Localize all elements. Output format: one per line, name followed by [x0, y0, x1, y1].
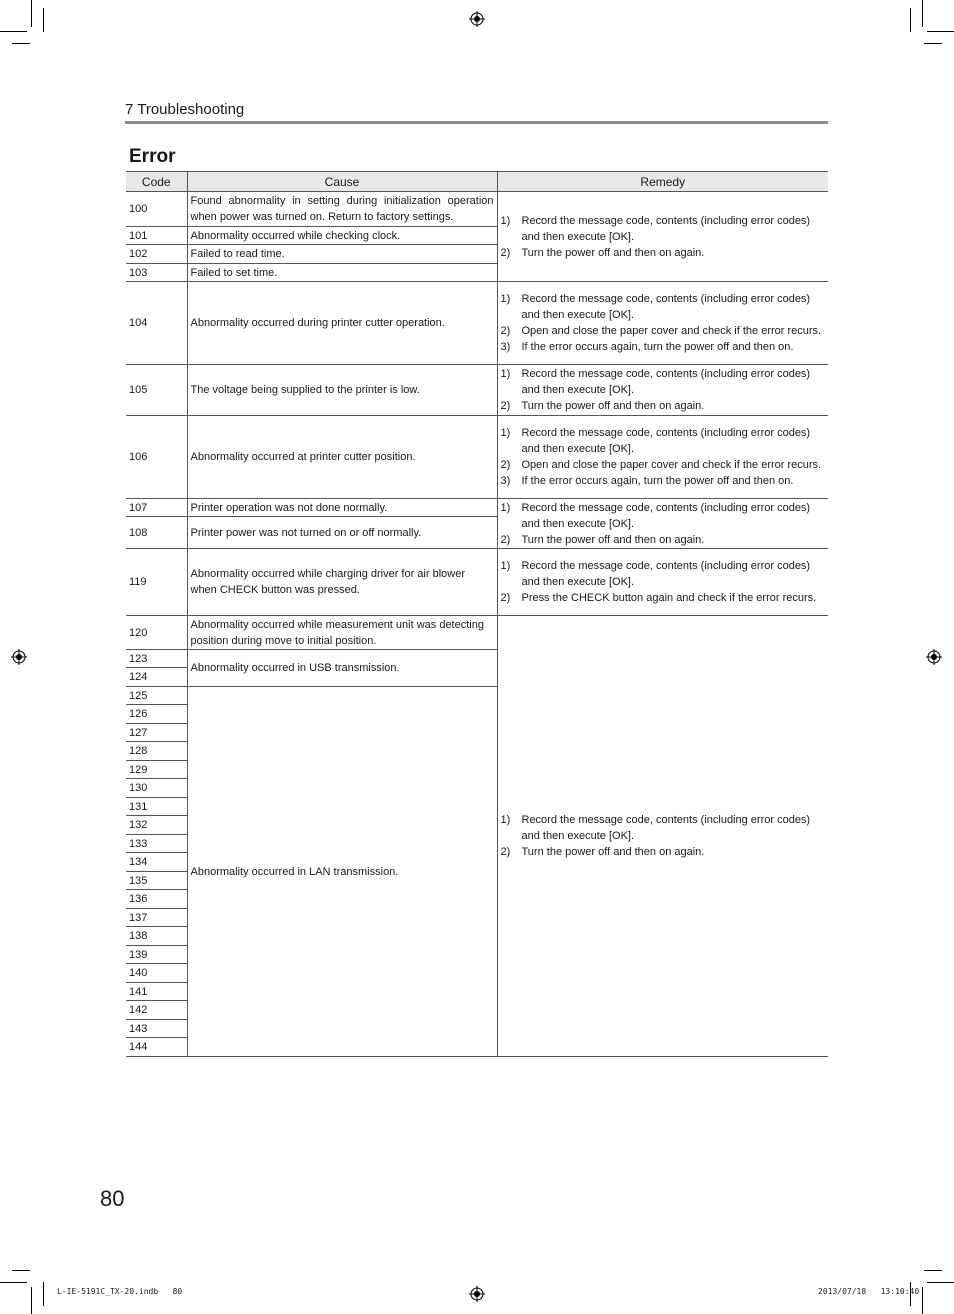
error-remedy: [497, 365, 828, 416]
error-cause: Abnormality occurred in USB transmission.: [187, 650, 497, 687]
table-row: [126, 282, 828, 365]
error-code: 101: [126, 227, 187, 245]
error-code: 144: [126, 1038, 187, 1057]
error-code: 125: [126, 687, 187, 705]
table-row: [126, 192, 828, 227]
error-code: 105: [126, 365, 187, 416]
error-code: 135: [126, 872, 187, 890]
error-code: 119: [126, 549, 187, 616]
crop-mark: [31, 1287, 32, 1314]
crop-mark: [924, 1270, 942, 1271]
error-code: 108: [126, 517, 187, 549]
remedy-step: 2) Open and close the paper cover and check if the error recurs.: [500, 459, 822, 471]
error-remedy: [497, 499, 828, 549]
error-cause: Printer power was not turned on or off normally.: [187, 517, 497, 549]
error-code: 124: [126, 668, 187, 687]
table-row: [126, 616, 828, 650]
registration-mark-icon: [11, 649, 27, 665]
error-cause: The voltage being supplied to the printer is low.: [187, 365, 497, 416]
error-code: 139: [126, 946, 187, 964]
remedy-step: 1) Record the message code, contents (including error codes) and then execute [OK].: [500, 501, 811, 530]
error-cause: Abnormality occurred while measurement unit was detecting position during move to initial position.: [187, 616, 497, 650]
registration-mark-icon: [469, 1286, 485, 1302]
error-code: 143: [126, 1020, 187, 1038]
error-remedy: [497, 282, 828, 365]
error-code: 132: [126, 816, 187, 835]
table-header-row: [126, 172, 828, 192]
crop-mark: [12, 43, 30, 44]
registration-mark-icon: [926, 649, 942, 665]
table-row: [126, 416, 828, 499]
error-code: 129: [126, 761, 187, 779]
error-code: 136: [126, 890, 187, 909]
crop-mark: [922, 0, 923, 27]
error-code: 134: [126, 853, 187, 872]
registration-mark-icon: [469, 11, 485, 27]
print-slug-file: L-IE-5191C_TX-20.indb 80: [57, 1287, 183, 1296]
crop-mark: [0, 1282, 27, 1283]
remedy-step: 2) Turn the power off and then on again.: [500, 533, 705, 546]
crop-mark: [927, 31, 954, 32]
error-cause: Printer operation was not done normally.: [187, 499, 497, 517]
error-code: 127: [126, 724, 187, 742]
error-code: 131: [126, 798, 187, 816]
error-code: 140: [126, 964, 187, 983]
crop-mark: [910, 8, 911, 32]
crop-mark: [43, 8, 44, 32]
crop-mark: [0, 31, 27, 32]
page-number: 80: [100, 1186, 125, 1211]
error-code: 133: [126, 835, 187, 853]
remedy-step: 2) Turn the power off and then on again.: [500, 246, 705, 259]
remedy-step: 1) Record the message code, contents (including error codes) and then execute [OK].: [500, 814, 811, 842]
remedy-step: 1) Record the message code, contents (including error codes) and then execute [OK].: [500, 214, 811, 243]
column-header-code: Code: [126, 172, 187, 192]
section-rule: [125, 121, 828, 124]
crop-mark: [12, 1270, 30, 1271]
error-code: 123: [126, 650, 187, 668]
column-header-remedy: Remedy: [497, 172, 828, 192]
error-remedy: [497, 192, 828, 282]
column-header-cause: Cause: [187, 172, 497, 192]
error-code: 102: [126, 245, 187, 264]
remedy-step: 3) If the error occurs again, turn the power off and then on.: [500, 341, 794, 353]
error-code: 141: [126, 983, 187, 1001]
remedy-step: 1) Record the message code, contents (including error codes) and then execute [OK].: [500, 293, 811, 321]
error-code: 130: [126, 779, 187, 798]
error-remedy: [497, 416, 828, 499]
crop-mark: [43, 1282, 44, 1306]
error-code: 137: [126, 909, 187, 927]
page-heading: Error: [129, 146, 176, 167]
table-row: [126, 499, 828, 517]
error-cause: Failed to read time.: [187, 245, 497, 264]
error-remedy: [497, 616, 828, 1057]
crop-mark: [922, 1287, 923, 1314]
error-cause: Failed to set time.: [187, 264, 497, 282]
error-code: 128: [126, 742, 187, 761]
table-row: [126, 365, 828, 416]
remedy-step: 1) Record the message code, contents (including error codes) and then execute [OK].: [500, 560, 811, 588]
error-cause: Abnormality occurred at printer cutter position.: [187, 416, 497, 499]
remedy-step: 2) Press the CHECK button again and check if the error recurs.: [500, 592, 817, 604]
error-cause: Abnormality occurred in LAN transmission.: [187, 687, 497, 1057]
remedy-step: 2) Open and close the paper cover and check if the error recurs.: [500, 325, 822, 337]
remedy-step: 1) Record the message code, contents (including error codes) and then execute [OK].: [500, 427, 811, 455]
error-remedy: [497, 549, 828, 616]
error-code: 138: [126, 927, 187, 946]
error-cause: Abnormality occurred while charging driver for air blower when CHECK button was pressed.: [187, 549, 497, 616]
crop-mark: [31, 0, 32, 27]
error-code: 103: [126, 264, 187, 282]
remedy-step: 3) If the error occurs again, turn the power off and then on.: [500, 475, 794, 487]
error-code: 106: [126, 416, 187, 499]
remedy-step: 2) Turn the power off and then on again.: [500, 400, 705, 412]
error-code: 126: [126, 705, 187, 724]
error-cause: Abnormality occurred while checking clock.: [187, 227, 497, 245]
remedy-step: 2) Turn the power off and then on again.: [500, 846, 705, 858]
error-code: 107: [126, 499, 187, 517]
crop-mark: [927, 1282, 954, 1283]
error-cause: Abnormality occurred during printer cutter operation.: [187, 282, 497, 365]
error-table: [126, 171, 828, 1057]
print-slug-date: 2013/07/18 13:10:40: [818, 1287, 920, 1296]
error-code: 142: [126, 1001, 187, 1020]
remedy-step: 1) Record the message code, contents (including error codes) and then execute [OK].: [500, 368, 811, 396]
crop-mark: [924, 43, 942, 44]
error-code: 104: [126, 282, 187, 365]
error-cause: Found abnormality in setting during initialization operation when power was turned on. Return to factory settings.: [187, 192, 497, 227]
error-code: 100: [126, 192, 187, 227]
table-row: [126, 549, 828, 616]
error-code: 120: [126, 616, 187, 650]
section-title: 7 Troubleshooting: [125, 101, 245, 118]
